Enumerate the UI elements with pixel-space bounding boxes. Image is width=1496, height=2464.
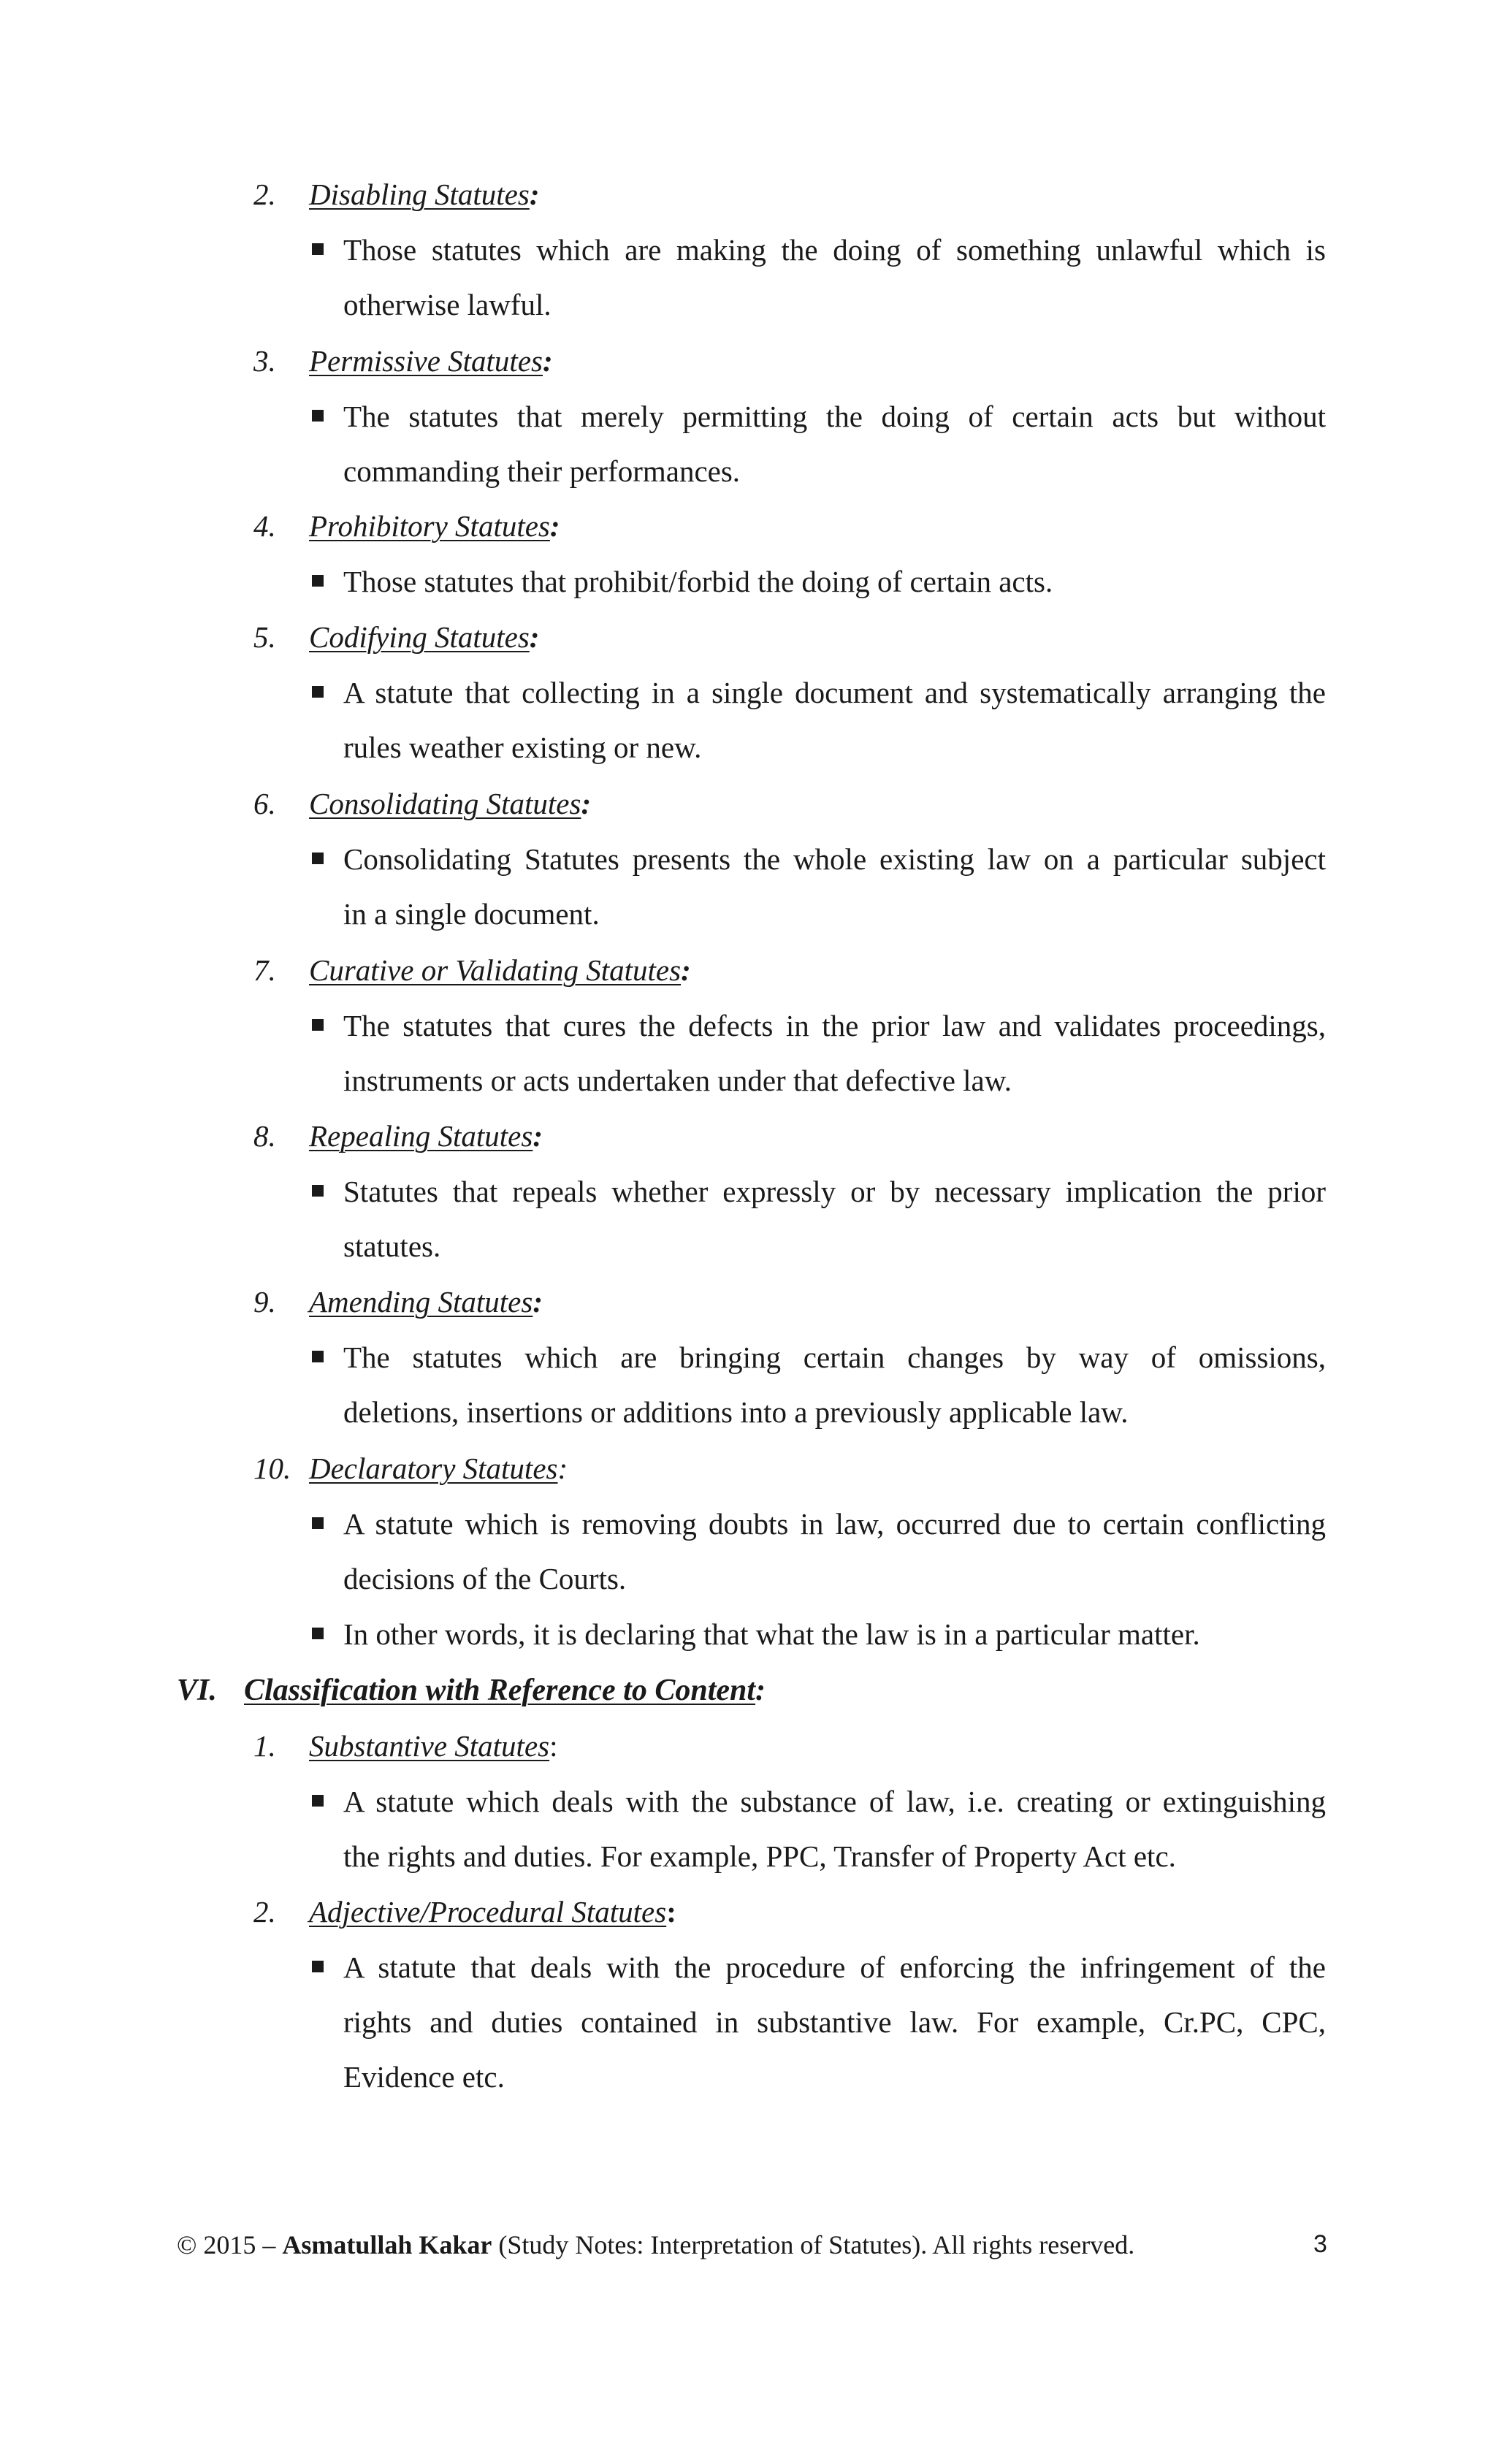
bullet-line: Evidence etc. (343, 2060, 505, 2094)
item-number: 1. (253, 1729, 276, 1763)
item-number: 3. (253, 344, 276, 378)
bullet-line: rights and duties contained in substantive law. For example, Cr.PC, CPC, (343, 2005, 1326, 2039)
section-colon: : (755, 1674, 766, 1707)
item-number: 6. (253, 787, 276, 820)
item-number: 9. (253, 1285, 276, 1319)
bullet-icon (312, 575, 324, 587)
item-heading-disabling (253, 180, 539, 210)
section-title: Classification with Reference to Content (244, 1674, 756, 1707)
item-heading-repealing (253, 1121, 543, 1151)
item-colon: : (681, 953, 691, 987)
bullet-line: In other words, it is declaring that what the law is in a particular matter. (343, 1617, 1200, 1651)
bullet-line: Statutes that repeals whether expressly or by necessary implication the prior (343, 1175, 1326, 1208)
item-number: 7. (253, 953, 276, 987)
item-title: Prohibitory Statutes (309, 509, 550, 543)
bullet-line: statutes. (343, 1229, 441, 1263)
item-heading-adjective (253, 1897, 676, 1927)
bullet-icon (312, 1628, 324, 1639)
item-heading-curative (253, 953, 691, 987)
item-colon: : (533, 1119, 543, 1153)
item-title: Codifying Statutes (309, 620, 530, 654)
item-title: Amending Statutes (309, 1285, 533, 1319)
item-colon: : (581, 787, 592, 820)
bullet-line: Those statutes which are making the doing of something unlawful which is (343, 233, 1326, 267)
item-title: Consolidating Statutes (309, 787, 581, 820)
item-title: Permissive Statutes (309, 344, 543, 378)
item-heading-consolidating (253, 789, 591, 819)
item-heading-prohibitory (253, 511, 560, 541)
page-number: 3 (1313, 2230, 1327, 2258)
item-heading-substantive (253, 1731, 558, 1761)
bullet-line: The statutes that cures the defects in the prior law and validates proceedings, (343, 1009, 1326, 1042)
bullet-icon (312, 853, 324, 864)
item-number: 2. (253, 1895, 276, 1929)
item-number: 2. (253, 178, 276, 211)
bullet-line: Those statutes that prohibit/forbid the doing of certain acts. (343, 565, 1053, 598)
section-number: VI. (177, 1674, 217, 1707)
bullet-line: otherwise lawful. (343, 288, 552, 321)
item-number: 8. (253, 1119, 276, 1153)
bullet-icon (312, 410, 324, 422)
item-number: 10. (253, 1452, 291, 1485)
bullet-line: in a single document. (343, 897, 600, 931)
item-number: 4. (253, 509, 276, 543)
bullet-icon (312, 1795, 324, 1807)
item-colon: : (557, 1452, 568, 1485)
footer-suffix: (Study Notes: Interpretation of Statutes). All rights reserved. (492, 2230, 1135, 2259)
item-title: Substantive Statutes (309, 1729, 550, 1763)
item-title: Repealing Statutes (309, 1119, 533, 1153)
bullet-line: rules weather existing or new. (343, 731, 702, 764)
bullet-line: the rights and duties. For example, PPC, Transfer of Property Act etc. (343, 1839, 1176, 1873)
item-title: Disabling Statutes (309, 178, 530, 211)
item-heading-permissive (253, 346, 553, 376)
section-heading-vi (177, 1675, 766, 1706)
bullet-icon (312, 1351, 324, 1362)
bullet-line: Consolidating Statutes presents the whole existing law on a particular subject (343, 842, 1326, 876)
item-colon: : (533, 1285, 543, 1319)
item-colon: : (549, 509, 560, 543)
item-title: Declaratory Statutes (309, 1452, 558, 1485)
item-colon: : (549, 1729, 558, 1763)
item-colon: : (529, 178, 540, 211)
footer-copyright (177, 2232, 1134, 2258)
item-colon: : (666, 1895, 676, 1929)
item-colon: : (542, 344, 553, 378)
item-heading-amending (253, 1287, 543, 1317)
bullet-line: A statute that deals with the procedure of enforcing the infringement of the (343, 1950, 1326, 1984)
item-heading-declaratory (253, 1454, 568, 1484)
bullet-icon (312, 1019, 324, 1031)
footer-author: Asmatullah Kakar (282, 2230, 492, 2259)
bullet-icon (312, 1961, 324, 1972)
bullet-line: decisions of the Courts. (343, 1562, 627, 1595)
bullet-line: A statute that collecting in a single document and systematically arranging the (343, 676, 1326, 709)
item-heading-codifying (253, 622, 539, 652)
bullet-icon (312, 243, 324, 255)
bullet-icon (312, 686, 324, 698)
bullet-line: A statute which deals with the substance of law, i.e. creating or extinguishing (343, 1785, 1326, 1818)
bullet-line: A statute which is removing doubts in law, occurred due to certain conflicting (343, 1507, 1326, 1541)
item-title: Adjective/Procedural Statutes (309, 1895, 667, 1929)
bullet-line: deletions, insertions or additions into a previously applicable law. (343, 1395, 1129, 1429)
bullet-line: The statutes that merely permitting the doing of certain acts but without (343, 400, 1326, 433)
bullet-icon (312, 1517, 324, 1529)
footer-prefix: © 2015 – (177, 2230, 283, 2259)
bullet-line: The statutes which are bringing certain changes by way of omissions, (343, 1340, 1326, 1374)
item-title: Curative or Validating Statutes (309, 953, 682, 987)
bullet-line: instruments or acts undertaken under that defective law. (343, 1064, 1012, 1097)
bullet-icon (312, 1185, 324, 1197)
item-colon: : (529, 620, 540, 654)
bullet-line: commanding their performances. (343, 454, 741, 488)
item-number: 5. (253, 620, 276, 654)
